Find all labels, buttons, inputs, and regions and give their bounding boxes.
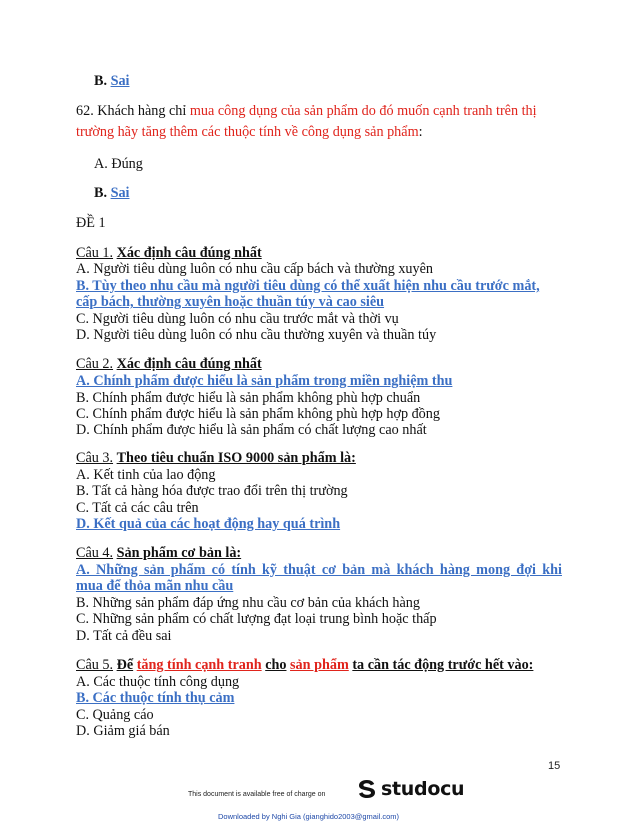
question-3-option-c: C. Tất cả các câu trên	[76, 500, 199, 516]
question-label: Câu 2.	[76, 356, 114, 372]
question-4-option-a-cont: mua để thỏa mãn nhu cầu	[76, 578, 234, 594]
punctuation: :	[418, 124, 423, 140]
question-label: Câu 1.	[76, 245, 114, 261]
question-5-option-c: C. Quảng cáo	[76, 707, 154, 723]
question-2-title	[76, 356, 262, 373]
question-title-highlight: sản phẩm	[290, 657, 349, 673]
question-text-highlight: mua công dụng của sản phẩm do đó muốn cạnh tranh trên thị	[189, 103, 537, 119]
option-prefix: B.	[94, 73, 108, 89]
question-title: Theo tiêu chuẩn ISO 9000 sản phẩm là:	[116, 450, 356, 466]
question-label: Câu 4.	[76, 545, 114, 561]
question-2-option-a: A. Chính phẩm được hiểu là sản phẩm trong miền nghiệm thu	[76, 373, 453, 389]
question-4-option-b: B. Những sản phẩm đáp ứng nhu cầu cơ bản của khách hàng	[76, 595, 420, 611]
question-5-option-a: A. Các thuộc tính công dụng	[76, 674, 240, 690]
answer-highlight: Sai	[110, 73, 130, 89]
question-title: ta cần tác động trước hết vào:	[352, 657, 534, 673]
question-number: 62.	[76, 103, 94, 119]
question-5-option-d: D. Giảm giá bán	[76, 723, 170, 739]
question-3-option-d: D. Kết quả của các hoạt động hay quá trình	[76, 516, 341, 532]
q62-option-b	[94, 185, 130, 202]
q61-option-b	[94, 73, 130, 90]
question-title: Để	[116, 657, 134, 673]
question-2-option-b: B. Chính phẩm được hiểu là sản phẩm không phù hợp chuẩn	[76, 390, 421, 406]
footer-available-text: This document is available free of charge on	[188, 791, 326, 798]
question-title: Sản phẩm cơ bản là:	[116, 545, 242, 561]
question-3-option-b: B. Tất cả hàng hóa được trao đổi trên thị trường	[76, 483, 348, 499]
question-4-option-d: D. Tất cả đều sai	[76, 628, 172, 644]
question-title: Xác định câu đúng nhất	[116, 356, 262, 372]
answer-highlight: Sai	[110, 185, 130, 201]
question-1-option-c: C. Người tiêu dùng luôn có nhu cầu trước mắt và thời vụ	[76, 311, 399, 327]
studocu-brand: studocu	[381, 778, 465, 800]
question-4-title	[76, 545, 241, 562]
question-4-option-a: A. Những sản phẩm có tính kỹ thuật cơ bản mà khách hàng mong đợi khi	[76, 562, 562, 578]
question-3-title	[76, 450, 356, 467]
question-1-title	[76, 245, 262, 262]
question-title: cho	[265, 657, 287, 673]
question-1-option-b-cont: cấp bách, thường xuyên hoặc thuần túy và cao siêu	[76, 294, 385, 310]
section-title: ĐỀ 1	[76, 215, 106, 231]
q62-text-line2	[76, 124, 423, 141]
question-title: Xác định câu đúng nhất	[116, 245, 262, 261]
studocu-logo-icon	[356, 778, 378, 800]
downloaded-by-note: Downloaded by Nghi Gia (gianghido2003@gmail.com)	[218, 812, 400, 821]
question-4-option-c: C. Những sản phẩm có chất lượng đạt loại trung bình hoặc thấp	[76, 611, 437, 627]
question-1-option-d: D. Người tiêu dùng luôn có nhu cầu thường xuyên và thuần túy	[76, 327, 437, 343]
question-5-title	[76, 657, 533, 674]
q62-text-line1	[76, 103, 537, 120]
question-3-option-a: A. Kết tinh của lao động	[76, 467, 216, 483]
question-text-highlight: trường hãy tăng thêm các thuộc tính về công dụng sản phẩm	[76, 124, 419, 140]
option-prefix: B.	[94, 185, 108, 201]
page-number: 15	[548, 760, 561, 772]
question-text: Khách hàng chỉ	[97, 103, 187, 119]
question-2-option-d: D. Chính phẩm được hiểu là sản phẩm có chất lượng cao nhất	[76, 422, 427, 438]
question-1-option-b: B. Tùy theo nhu cầu mà người tiêu dùng có thể xuất hiện nhu cầu trước mắt,	[76, 278, 540, 294]
q62-option-a: A. Đúng	[94, 156, 143, 172]
question-5-option-b: B. Các thuộc tính thụ cảm	[76, 690, 235, 706]
question-2-option-c: C. Chính phẩm được hiểu là sản phẩm không phù hợp hợp đồng	[76, 406, 440, 422]
question-title-highlight: tăng tính cạnh tranh	[136, 657, 262, 673]
question-label: Câu 5.	[76, 657, 114, 673]
question-label: Câu 3.	[76, 450, 114, 466]
studocu-logo[interactable]	[356, 778, 464, 800]
question-1-option-a: A. Người tiêu dùng luôn có nhu cầu cấp bách và thường xuyên	[76, 261, 434, 277]
